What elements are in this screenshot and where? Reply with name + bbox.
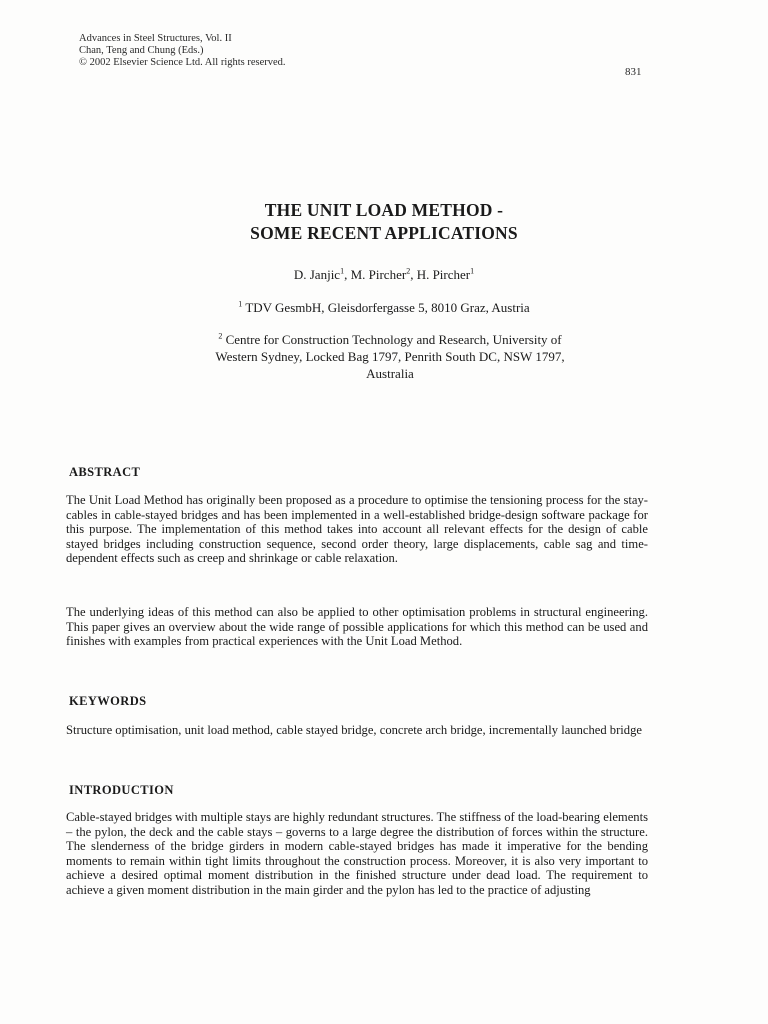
copyright-line: © 2002 Elsevier Science Ltd. All rights reserved.	[79, 57, 286, 68]
affiliation-text: TDV GesmbH, Gleisdorfergasse 5, 8010 Graz, Austria	[245, 300, 530, 315]
author-separator: ,	[344, 267, 351, 282]
editors-line: Chan, Teng and Chung (Eds.)	[79, 45, 204, 56]
abstract-paragraph-1: The Unit Load Method has originally been proposed as a procedure to optimise the tensioning process for the stay-cables in cable-stayed bridges and has been implemented in a well-established bridge-design software package for this purpose. The implementation of this method takes into account all relevant effects for the design of cable stayed bridges including construction sequence, second order theory, large displacements, cable sag and time-dependent effects such as creep and shrinkage or cable relaxation.	[66, 493, 648, 565]
abstract-paragraph-2: The underlying ideas of this method can also be applied to other optimisation problems in structural engineering. This paper gives an overview about the wide range of possible applications for which this method can be used and finishes with examples from practical experiences with the Unit Load Method.	[66, 605, 648, 648]
author-affiliation-mark: 1	[470, 266, 475, 276]
title-line-1: THE UNIT LOAD METHOD -	[264, 200, 504, 220]
affiliation-2	[140, 331, 640, 382]
author-name: H. Pircher	[416, 267, 471, 282]
affiliation-text-line-2: Western Sydney, Locked Bag 1797, Penrith South DC, NSW 1797,	[215, 349, 565, 364]
introduction-heading: INTRODUCTION	[69, 783, 174, 797]
affiliation-text-line-3: Australia	[366, 366, 414, 381]
author-affiliation-mark: 2	[406, 266, 411, 276]
keywords-text: Structure optimisation, unit load method, cable stayed bridge, concrete arch bridge, incrementally launched bridge	[66, 723, 642, 737]
author-name: M. Pircher	[350, 267, 407, 282]
publication-header	[79, 33, 286, 69]
affiliation-1	[0, 300, 768, 316]
author-name: D. Janjic	[293, 267, 341, 282]
keywords-heading: KEYWORDS	[69, 694, 147, 708]
abstract-heading: ABSTRACT	[69, 465, 141, 479]
author-list	[0, 267, 768, 283]
paper-title	[0, 199, 768, 245]
affiliation-mark: 2	[218, 331, 223, 341]
affiliation-text-line-1: Centre for Construction Technology and Research, University of	[225, 332, 562, 347]
title-line-2: SOME RECENT APPLICATIONS	[250, 223, 518, 243]
author-affiliation-mark: 1	[340, 266, 345, 276]
author-separator: ,	[410, 267, 417, 282]
affiliation-mark: 1	[238, 299, 243, 309]
introduction-paragraph: Cable-stayed bridges with multiple stays are highly redundant structures. The stiffness of the load-bearing elements – the pylon, the deck and the cable stays – governs to a large degree the distribution of forces within the structure. The slenderness of the bridge girders in modern cable-stayed bridges has made it imperative for the bending moments to remain within tight limits throughout the construction process. Moreover, it is also very important to achieve a desired optimal moment distribution in the finished structure under dead load. The requirement to achieve a given moment distribution in the main girder and the pylon has led to the practice of adjusting	[66, 810, 648, 897]
journal-title-line: Advances in Steel Structures, Vol. II	[79, 33, 232, 44]
page-number: 831	[625, 66, 642, 78]
